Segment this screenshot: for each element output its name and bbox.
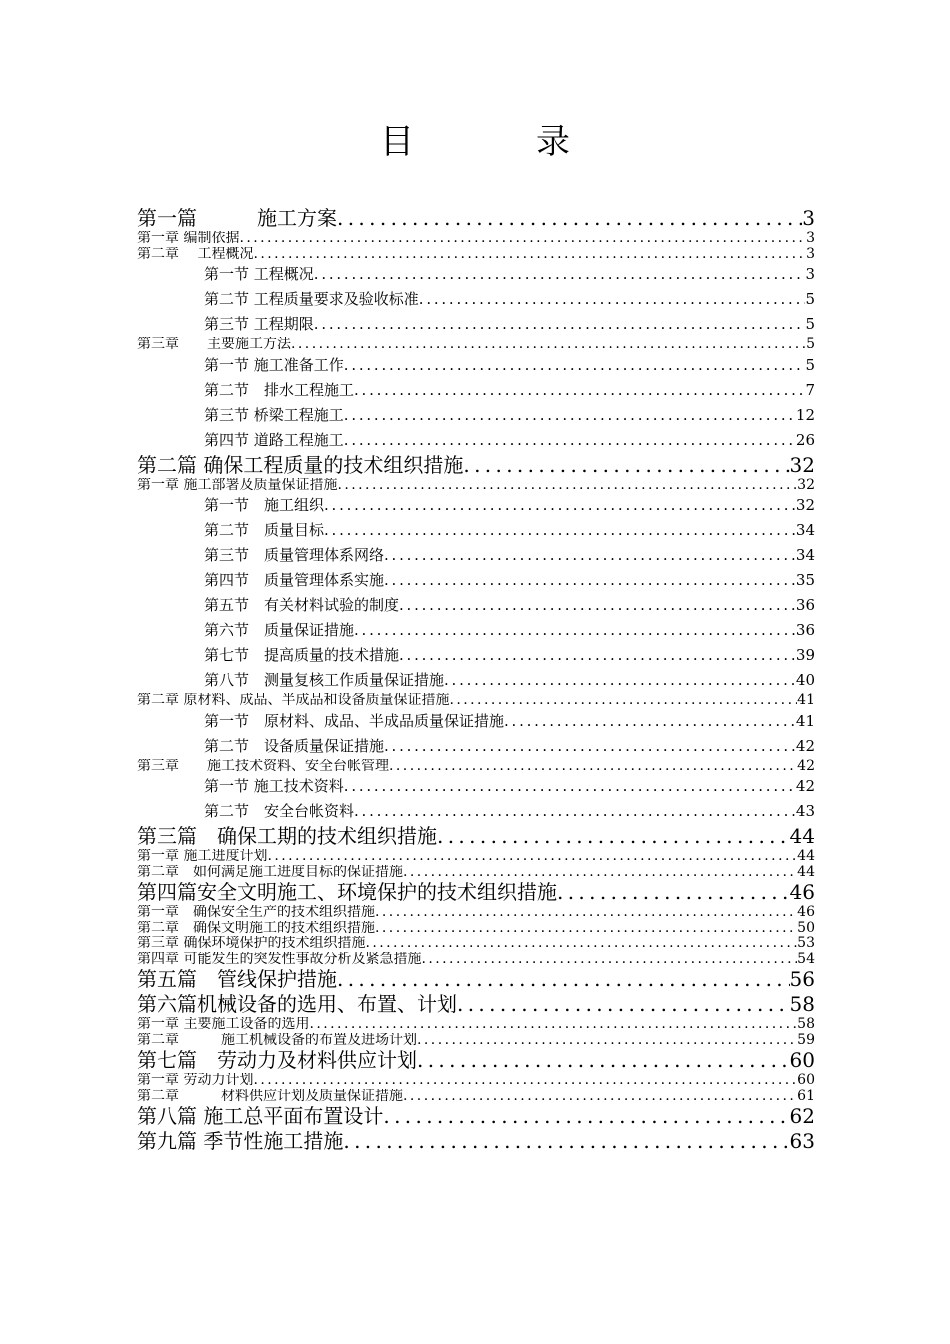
toc-dot-leader xyxy=(557,880,790,905)
toc-dot-leader xyxy=(444,668,796,693)
toc-entry-36[interactable] xyxy=(137,967,815,992)
toc-dot-leader xyxy=(365,936,797,952)
toc-entry-20[interactable] xyxy=(137,643,815,668)
toc-entry-label: 第五篇 管线保护措施 xyxy=(137,967,337,991)
toc-entry-label: 第一节 工程概况 xyxy=(204,265,314,283)
toc-dot-leader xyxy=(291,337,806,353)
toc-entry-label: 第二节 工程质量要求及验收标准 xyxy=(204,290,419,308)
toc-entry-label: 第二节 排水工程施工 xyxy=(204,380,355,399)
toc-dot-leader xyxy=(403,865,797,881)
toc-entry-30[interactable] xyxy=(137,865,815,881)
toc-entry-page: 3 xyxy=(806,231,815,246)
toc-entry-31[interactable] xyxy=(137,880,815,905)
toc-entry-label: 第七节 提高质量的技术措施 xyxy=(204,646,400,664)
toc-entry-39[interactable] xyxy=(137,1033,815,1049)
toc-entry-label: 第一章 施工进度计划 xyxy=(137,849,268,864)
toc-entry-page: 58 xyxy=(789,992,815,1016)
toc-entry-19[interactable] xyxy=(137,618,815,643)
toc-entry-label: 第三章 主要施工方法 xyxy=(137,337,291,352)
toc-entry-page: 3 xyxy=(806,246,815,262)
toc-entry-label: 第一节 施工组织 xyxy=(204,496,325,514)
toc-entry-13[interactable] xyxy=(137,478,815,494)
toc-dot-leader xyxy=(344,774,796,799)
toc-dot-leader xyxy=(421,952,797,968)
toc-entry-label: 第七篇 劳动力及材料供应计划 xyxy=(137,1048,417,1072)
toc-entry-label: 第二篇 确保工程质量的技术组织措施 xyxy=(137,452,464,477)
toc-dot-leader xyxy=(324,518,796,543)
toc-entry-page: 61 xyxy=(797,1088,815,1104)
toc-entry-page: 5 xyxy=(805,355,815,374)
toc-entry-38[interactable] xyxy=(137,1017,815,1033)
toc-entry-page: 44 xyxy=(797,849,815,864)
toc-dot-leader xyxy=(337,967,790,992)
toc-entry-label: 第三节 桥梁工程施工 xyxy=(204,405,344,424)
toc-dot-leader xyxy=(463,453,789,478)
toc-entry-page: 54 xyxy=(797,951,815,967)
toc-dot-leader xyxy=(457,992,790,1017)
toc-entry-label: 第一节 原材料、成品、半成品质量保证措施 xyxy=(204,711,505,730)
toc-entry-7[interactable] xyxy=(137,337,815,353)
toc-entry-page: 7 xyxy=(805,380,815,399)
toc-entry-32[interactable] xyxy=(137,905,815,921)
toc-entry-label: 第一章 劳动力计划 xyxy=(137,1073,254,1088)
toc-dot-leader xyxy=(375,905,797,921)
toc-dot-leader xyxy=(253,247,806,263)
toc-entry-page: 59 xyxy=(797,1032,815,1048)
toc-dot-leader xyxy=(375,921,797,937)
toc-entry-page: 42 xyxy=(795,736,815,755)
toc-entry-40[interactable] xyxy=(137,1048,815,1073)
toc-entry-8[interactable] xyxy=(137,353,815,378)
toc-entry-label: 第三章 施工技术资料、安全台帐管理 xyxy=(137,758,389,774)
toc-entry-label: 第三篇 确保工期的技术组织措施 xyxy=(137,824,437,848)
toc-entry-23[interactable] xyxy=(137,709,815,734)
toc-entry-16[interactable] xyxy=(137,543,815,568)
toc-entry-page: 5 xyxy=(806,337,815,352)
toc-entry-page: 50 xyxy=(797,920,815,936)
toc-dot-leader xyxy=(504,709,796,734)
toc-entry-15[interactable] xyxy=(137,518,815,543)
toc-entry-label: 第二章 工程概况 xyxy=(137,246,254,262)
toc-entry-label: 第八节 测量复核工作质量保证措施 xyxy=(204,671,445,689)
toc-dot-leader xyxy=(403,1089,797,1105)
toc-entry-label: 第二章 原材料、成品、半成品和设备质量保证措施 xyxy=(137,693,450,708)
toc-entry-page: 32 xyxy=(797,477,815,493)
toc-entry-page: 58 xyxy=(797,1017,815,1032)
toc-entry-page: 46 xyxy=(797,905,815,920)
toc-dot-leader xyxy=(337,478,797,494)
toc-dot-leader xyxy=(354,799,796,824)
toc-entry-label: 第四节 道路工程施工 xyxy=(204,430,344,449)
toc-dot-leader xyxy=(239,231,806,247)
toc-entry-25[interactable] xyxy=(137,759,815,775)
toc-dot-leader xyxy=(383,1104,789,1129)
page-title: 目 录 xyxy=(380,122,614,162)
toc-dot-leader xyxy=(354,618,796,643)
toc-entry-page: 5 xyxy=(805,290,815,308)
toc-entry-page: 36 xyxy=(795,621,815,639)
toc-entry-page: 3 xyxy=(805,265,815,283)
toc-entry-page: 34 xyxy=(795,521,815,539)
toc-entry-page: 41 xyxy=(795,711,815,730)
toc-dot-leader xyxy=(343,1129,789,1154)
toc-entry-6[interactable] xyxy=(137,312,815,337)
toc-entry-page: 12 xyxy=(795,405,815,424)
toc-entry-18[interactable] xyxy=(137,593,815,618)
toc-entry-label: 第六节 质量保证措施 xyxy=(204,621,355,639)
toc-dot-leader xyxy=(384,568,796,593)
toc-dot-leader xyxy=(384,734,796,759)
toc-dot-leader xyxy=(417,1033,797,1049)
toc-entry-label: 第二节 质量目标 xyxy=(204,521,325,539)
toc-entry-page: 42 xyxy=(795,777,815,795)
toc-dot-leader xyxy=(337,206,802,231)
toc-entry-11[interactable] xyxy=(137,428,815,453)
toc-entry-label: 第二章 施工机械设备的布置及进场计划 xyxy=(137,1032,417,1048)
toc-entry-28[interactable] xyxy=(137,824,815,849)
toc-entry-22[interactable] xyxy=(137,693,815,709)
toc-dot-leader xyxy=(344,403,796,428)
toc-entry-label: 第九篇 季节性施工措施 xyxy=(137,1129,344,1153)
toc-dot-leader xyxy=(399,593,796,618)
toc-entry-label: 第二章 材料供应计划及质量保证措施 xyxy=(137,1088,403,1104)
toc-entry-page: 5 xyxy=(805,315,815,333)
toc-entry-label: 第三节 质量管理体系网络 xyxy=(204,546,385,564)
toc-entry-43[interactable] xyxy=(137,1104,815,1129)
toc-entry-label: 第六篇机械设备的选用、布置、计划 xyxy=(137,992,457,1016)
toc-entry-page: 41 xyxy=(797,693,815,708)
toc-entry-3[interactable] xyxy=(137,247,815,263)
toc-entry-label: 第四篇安全文明施工、环境保护的技术组织措施 xyxy=(137,880,557,904)
toc-entry-label: 第一节 施工准备工作 xyxy=(204,355,344,374)
toc-entry-35[interactable] xyxy=(137,952,815,968)
toc-entry-4[interactable] xyxy=(137,262,815,287)
toc-entry-page: 60 xyxy=(789,1048,815,1072)
toc-entry-37[interactable] xyxy=(137,992,815,1017)
toc-dot-leader xyxy=(354,378,805,403)
toc-entry-41[interactable] xyxy=(137,1073,815,1089)
toc-entry-label: 第一章 施工部署及质量保证措施 xyxy=(137,477,338,493)
toc-entry-label: 第一章 主要施工设备的选用 xyxy=(137,1017,310,1032)
toc-entry-label: 第一篇 施工方案 xyxy=(137,206,337,230)
toc-entry-5[interactable] xyxy=(137,287,815,312)
toc-entry-page: 62 xyxy=(789,1104,815,1128)
toc-dot-leader xyxy=(399,643,796,668)
toc-entry-page: 40 xyxy=(795,671,815,689)
toc-entry-page: 3 xyxy=(802,206,815,230)
toc-entry-label: 第一章 确保安全生产的技术组织措施 xyxy=(137,905,375,920)
toc-entry-page: 32 xyxy=(789,452,815,477)
toc-entry-label: 第四章 可能发生的突发性事故分析及紧急措施 xyxy=(137,951,422,967)
toc-entry-26[interactable] xyxy=(137,774,815,799)
toc-entry-1[interactable] xyxy=(137,206,815,231)
toc-entry-label: 第二章 确保文明施工的技术组织措施 xyxy=(137,920,375,936)
toc-dot-leader xyxy=(419,287,806,312)
toc-entry-label: 第二节 安全台帐资料 xyxy=(204,802,355,820)
toc-entry-29[interactable] xyxy=(137,849,815,865)
toc-entry-label: 第二章 如何满足施工进度目标的保证措施 xyxy=(137,864,403,880)
toc-dot-leader xyxy=(389,759,797,775)
toc-dot-leader xyxy=(324,493,796,518)
toc-dot-leader xyxy=(314,312,806,337)
toc-entry-page: 39 xyxy=(795,646,815,664)
toc-dot-leader xyxy=(253,1073,797,1089)
toc-entry-page: 36 xyxy=(795,596,815,614)
toc-entry-label: 第三节 工程期限 xyxy=(204,315,314,333)
toc-entry-page: 44 xyxy=(789,824,815,848)
toc-dot-leader xyxy=(314,262,806,287)
toc-entry-14[interactable] xyxy=(137,493,815,518)
toc-entry-page: 44 xyxy=(797,864,815,880)
toc-entry-page: 56 xyxy=(789,967,815,991)
toc-dot-leader xyxy=(309,1017,797,1033)
toc-entry-21[interactable] xyxy=(137,668,815,693)
table-of-contents xyxy=(137,206,815,1154)
toc-entry-page: 46 xyxy=(789,880,815,904)
toc-dot-leader xyxy=(344,428,796,453)
toc-entry-page: 35 xyxy=(795,571,815,589)
toc-entry-10[interactable] xyxy=(137,403,815,428)
toc-entry-label: 第二节 设备质量保证措施 xyxy=(204,736,385,755)
toc-dot-leader xyxy=(267,849,797,865)
toc-entry-44[interactable] xyxy=(137,1129,815,1154)
toc-entry-12[interactable] xyxy=(137,453,815,478)
toc-entry-label: 第一章 编制依据 xyxy=(137,231,240,246)
toc-entry-page: 34 xyxy=(795,546,815,564)
toc-entry-page: 43 xyxy=(795,802,815,820)
toc-entry-42[interactable] xyxy=(137,1089,815,1105)
toc-entry-page: 53 xyxy=(797,936,815,951)
toc-dot-leader xyxy=(417,1048,790,1073)
toc-entry-17[interactable] xyxy=(137,568,815,593)
toc-entry-33[interactable] xyxy=(137,921,815,937)
toc-entry-page: 60 xyxy=(797,1073,815,1088)
toc-entry-label: 第八篇 施工总平面布置设计 xyxy=(137,1104,384,1128)
toc-entry-page: 63 xyxy=(789,1129,815,1153)
toc-dot-leader xyxy=(384,543,796,568)
toc-entry-label: 第三章 确保环境保护的技术组织措施 xyxy=(137,936,366,951)
toc-dot-leader xyxy=(437,824,790,849)
toc-entry-page: 32 xyxy=(795,496,815,514)
toc-dot-leader xyxy=(344,353,806,378)
toc-entry-24[interactable] xyxy=(137,734,815,759)
toc-entry-2[interactable] xyxy=(137,231,815,247)
toc-entry-27[interactable] xyxy=(137,799,815,824)
toc-entry-label: 第一节 施工技术资料 xyxy=(204,777,344,795)
toc-entry-label: 第四节 质量管理体系实施 xyxy=(204,571,385,589)
toc-entry-34[interactable] xyxy=(137,936,815,952)
toc-entry-9[interactable] xyxy=(137,378,815,403)
toc-entry-page: 42 xyxy=(797,758,815,774)
toc-dot-leader xyxy=(449,693,797,709)
toc-entry-label: 第五节 有关材料试验的制度 xyxy=(204,596,400,614)
toc-entry-page: 26 xyxy=(795,430,815,449)
